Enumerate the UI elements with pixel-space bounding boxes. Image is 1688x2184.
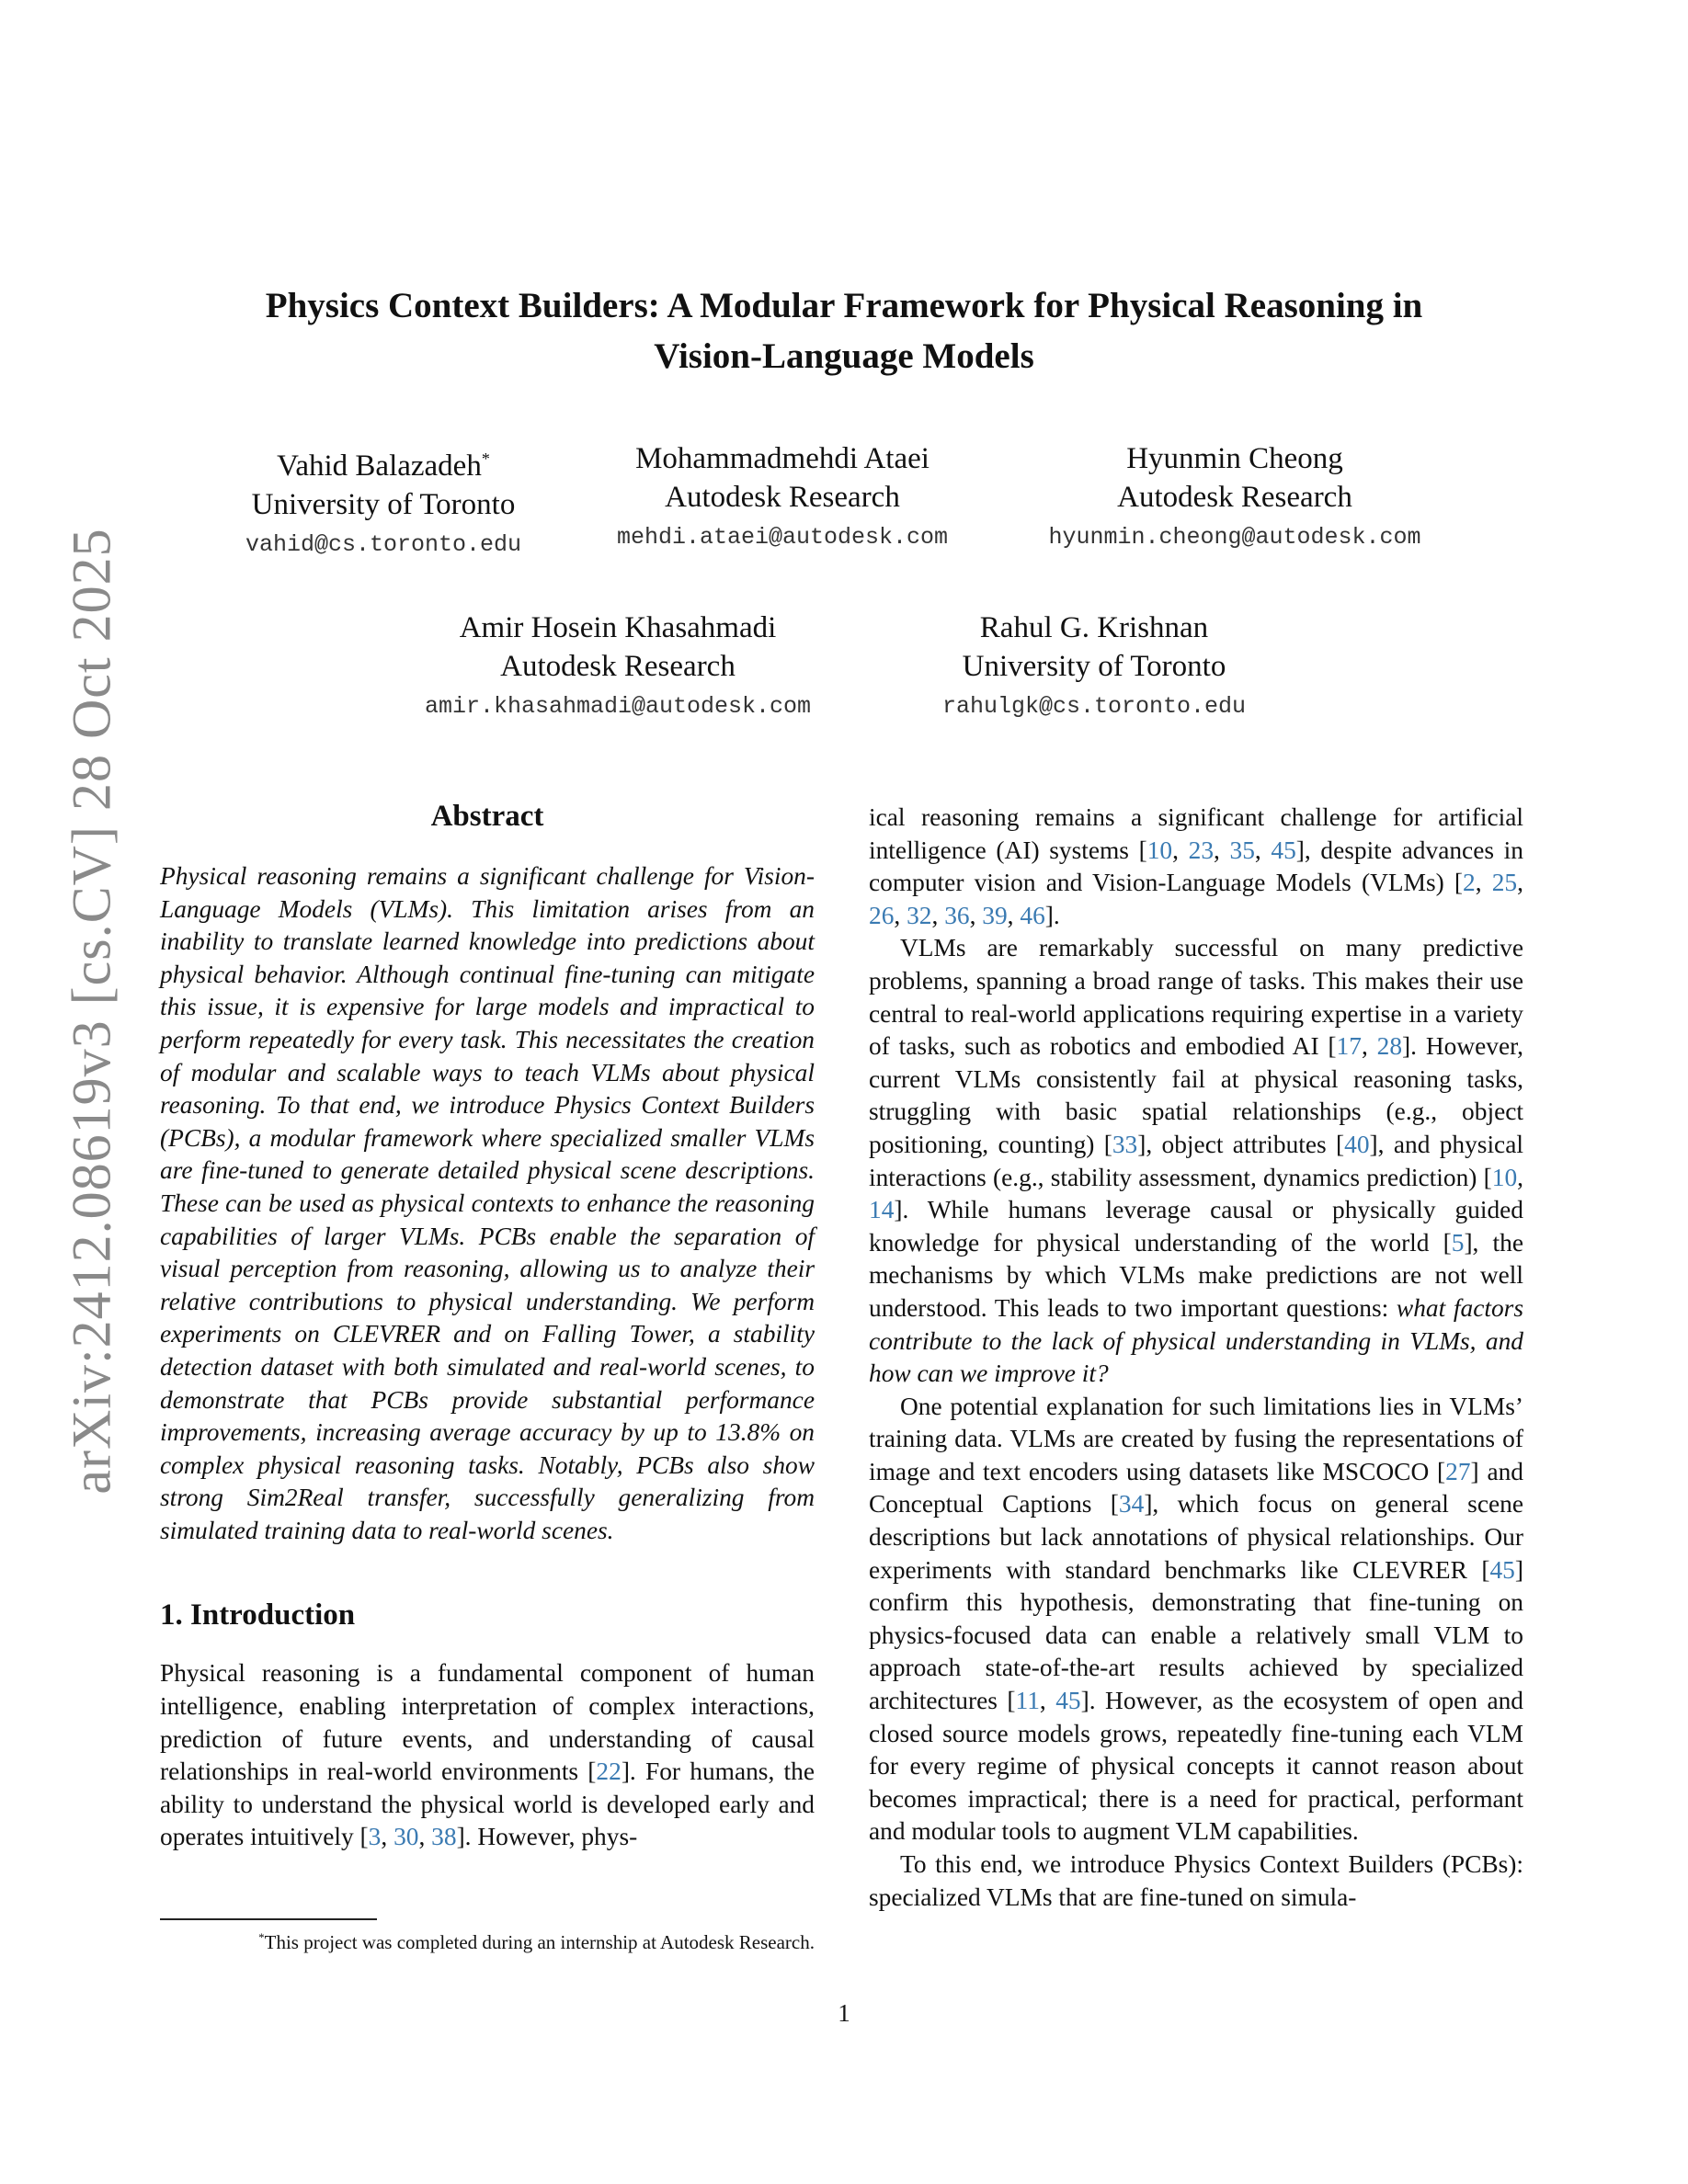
citation-link[interactable]: 28: [1376, 1032, 1403, 1061]
citation-link[interactable]: 10: [1146, 836, 1173, 864]
author-name: Mohammadmehdi Ataei: [635, 442, 930, 475]
citation-link[interactable]: 3: [368, 1823, 382, 1851]
abstract-heading: Abstract: [430, 800, 544, 833]
author-block: [245, 439, 521, 561]
section-heading-introduction: 1. Introduction: [160, 1598, 356, 1632]
citation-link[interactable]: 34: [1118, 1490, 1145, 1519]
footnote: *This project was completed during an internship at Autodesk Research.: [258, 1930, 815, 1953]
citation-link[interactable]: 45: [1055, 1687, 1081, 1715]
citation-link[interactable]: 10: [1491, 1163, 1518, 1191]
arxiv-identifier: arXiv:2412.08619v3 [cs.CV] 28 Oct 2025: [61, 528, 122, 1495]
citation-link[interactable]: 33: [1112, 1130, 1138, 1158]
citation-link[interactable]: 45: [1271, 836, 1296, 864]
paper-title: [0, 280, 1688, 381]
author-email[interactable]: vahid@cs.toronto.edu: [245, 531, 522, 558]
author-affiliation: Autodesk Research: [1117, 481, 1352, 514]
citation-link[interactable]: 45: [1489, 1555, 1515, 1584]
intro-paragraph-3: One potential explanation for such limitations lies in VLMs’ training data. VLMs are created by fusing the representations of image and text encoders using datasets like MSCOCO [27] and Conceptual Captions [34], which focus on general scene descriptions but lack annotations of physical relationships. Our experiments with standard benchmarks like CLEVRER [45] confirm this hypothesis, demonstrating that fine-tuning on physics-focused data can enable a relatively small VLM to approach state-of-the-art results achieved by specialized architectures [11, 45]. However, as the ecosystem of open and closed source models grows, repeatedly fine-tuning each VLM for every regime of physical concepts it cannot reason about becomes impractical; there is a need for practical, performant and modular tools to augment VLM capabilities.: [869, 1392, 1523, 1846]
author-affiliation: Autodesk Research: [665, 481, 900, 514]
intro-paragraph-1-continued: ical reasoning remains a significant challenge for artificial intelligence (AI) systems [10, 23, 35, 45], despite advances in computer vision and Vision-Language Models (VLMs) [2, 25, 26, 32, 36, 39, 46].: [869, 803, 1523, 929]
citation-link[interactable]: 5: [1451, 1228, 1465, 1257]
author-block: [617, 439, 948, 553]
author-block: [942, 609, 1246, 722]
left-column: [160, 798, 815, 1854]
author-affiliation: University of Toronto: [251, 488, 516, 521]
research-question: what factors contribute to the lack of physical understanding in VLMs, and how can we improve it?: [869, 1293, 1523, 1388]
author-email[interactable]: hyunmin.cheong@autodesk.com: [1048, 524, 1421, 551]
author-name: Hyunmin Cheong: [1126, 442, 1343, 475]
author-affiliation: Autodesk Research: [500, 650, 736, 683]
citation-link[interactable]: 27: [1445, 1457, 1471, 1485]
author-name: Rahul G. Krishnan: [979, 611, 1209, 644]
citation-link[interactable]: 23: [1188, 836, 1215, 864]
citation-link[interactable]: 39: [982, 901, 1008, 929]
citation-link[interactable]: 25: [1491, 869, 1518, 897]
abstract-text: Physical reasoning remains a significant challenge for Vision-Language Models (VLMs). This limitation arises from an inability to translate learned knowledge into predictions about physical behavior. Although continual fine-tuning can mitigate this issue, it is expensive for large models and impractical to perform repeatedly for every task. This necessitates the creation of modular and scalable ways to teach VLMs about physical reasoning. To that end, we introduce Physics Context Builders (PCBs), a modular framework where specialized smaller VLMs are fine-tuned to generate detailed physical scene descriptions. These can be used as physical contexts to enhance the reasoning capabilities of larger VLMs. PCBs enable the separation of visual perception from reasoning, allowing us to analyze their relative contributions to physical understanding. We perform experiments on CLEVRER and on Falling Tower, a stability detection dataset with both simulated and real-world scenes, to demonstrate that PCBs provide substantial performance improvements, increasing average accuracy by up to 13.8% on complex physical reasoning tasks. Notably, PCBs also show strong Sim2Real transfer, successfully generalizing from simulated training data to real-world scenes.: [160, 862, 815, 1544]
citation-link[interactable]: 38: [431, 1823, 457, 1851]
author-affiliation: University of Toronto: [962, 650, 1226, 683]
citation-link[interactable]: 11: [1015, 1687, 1040, 1715]
author-block: [1048, 439, 1420, 553]
intro-paragraph-2: VLMs are remarkably successful on many predictive problems, spanning a broad range of tasks. This makes their use central to real-world applications requiring expertise in a variety of tasks, such as robotics and embodied AI [17, 28]. However, current VLMs consistently fail at physical reasoning tasks, struggling with basic spatial relationships (e.g., object positioning, counting) [33], object attributes [40], and physical interactions (e.g., stability assessment, dynamics prediction) [10, 14]. While humans leverage causal or physically guided knowledge for physical understanding of the world [5], the mechanisms by which VLMs make predictions are not well understood. This leads to two important questions: what factors contribute to the lack of physical understanding in VLMs, and how can we improve it?: [869, 934, 1523, 1388]
citation-link[interactable]: 40: [1344, 1130, 1370, 1158]
author-email[interactable]: rahulgk@cs.toronto.edu: [941, 693, 1247, 720]
title-line-1: Physics Context Builders: A Modular Framework for Physical Reasoning in: [265, 286, 1423, 325]
page-number: 1: [838, 1999, 850, 2027]
author-block: [425, 609, 811, 722]
citation-link[interactable]: 36: [944, 901, 970, 929]
citation-link[interactable]: 35: [1229, 836, 1255, 864]
citation-link[interactable]: 32: [907, 901, 932, 929]
citation-link[interactable]: 30: [393, 1823, 419, 1851]
right-column: [869, 802, 1523, 1914]
citation-link[interactable]: 14: [869, 1196, 895, 1224]
author-mark: *: [481, 449, 490, 468]
citation-link[interactable]: 26: [869, 901, 895, 929]
citation-link[interactable]: 2: [1463, 869, 1476, 897]
author-email[interactable]: amir.khasahmadi@autodesk.com: [424, 693, 812, 720]
footnote-rule: [160, 1918, 377, 1920]
title-line-2: Vision-Language Models: [654, 336, 1034, 376]
intro-paragraph-4: To this end, we introduce Physics Context Builders (PCBs): specialized VLMs that are fine-tuned on simula-: [869, 1850, 1523, 1911]
citation-link[interactable]: 17: [1336, 1032, 1362, 1061]
author-name: Amir Hosein Khasahmadi: [459, 611, 777, 644]
intro-paragraph-1: Physical reasoning is a fundamental component of human intelligence, enabling interpretation of complex interactions, prediction of future events, and understanding of causal relationships in real-world environments [22]. For humans, the ability to understand the physical world is developed early and operates intuitively [3, 30, 38]. However, phys-: [160, 1659, 815, 1851]
author-name: Vahid Balazadeh: [277, 449, 482, 483]
citation-link[interactable]: 22: [596, 1757, 622, 1786]
author-email[interactable]: mehdi.ataei@autodesk.com: [616, 524, 949, 551]
citation-link[interactable]: 46: [1020, 901, 1045, 929]
